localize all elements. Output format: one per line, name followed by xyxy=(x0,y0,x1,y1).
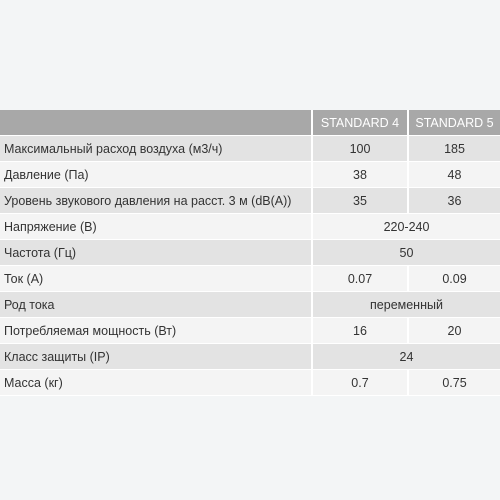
value-standard-5: 0.75 xyxy=(408,370,500,396)
row-label: Частота (Гц) xyxy=(0,240,312,266)
value-shared: 50 xyxy=(312,240,500,266)
value-standard-5: 36 xyxy=(408,188,500,214)
row-label: Напряжение (В) xyxy=(0,214,312,240)
value-standard-5: 48 xyxy=(408,162,500,188)
row-label: Уровень звукового давления на расст. 3 м (dB(A)) xyxy=(0,188,312,214)
table-row xyxy=(0,188,500,214)
row-label: Масса (кг) xyxy=(0,370,312,396)
header-blank-cell xyxy=(0,110,312,136)
value-standard-4: 100 xyxy=(312,136,408,162)
table-header-row xyxy=(0,110,500,136)
value-standard-4: 0.07 xyxy=(312,266,408,292)
table-row xyxy=(0,370,500,396)
table-row xyxy=(0,162,500,188)
table-row xyxy=(0,266,500,292)
specs-table xyxy=(0,110,500,396)
value-standard-4: 16 xyxy=(312,318,408,344)
table-row xyxy=(0,344,500,370)
value-standard-5: 185 xyxy=(408,136,500,162)
row-label: Потребляемая мощность (Вт) xyxy=(0,318,312,344)
value-shared: 220-240 xyxy=(312,214,500,240)
value-shared: переменный xyxy=(312,292,500,318)
header-standard-5: STANDARD 5 xyxy=(408,110,500,136)
table-row xyxy=(0,214,500,240)
table-row xyxy=(0,240,500,266)
row-label: Род тока xyxy=(0,292,312,318)
row-label: Давление (Па) xyxy=(0,162,312,188)
table-row xyxy=(0,292,500,318)
row-label: Максимальный расход воздуха (м3/ч) xyxy=(0,136,312,162)
value-standard-4: 38 xyxy=(312,162,408,188)
value-shared: 24 xyxy=(312,344,500,370)
row-label: Класс защиты (IP) xyxy=(0,344,312,370)
value-standard-4: 35 xyxy=(312,188,408,214)
value-standard-4: 0.7 xyxy=(312,370,408,396)
header-standard-4: STANDARD 4 xyxy=(312,110,408,136)
row-label: Ток (А) xyxy=(0,266,312,292)
value-standard-5: 0.09 xyxy=(408,266,500,292)
value-standard-5: 20 xyxy=(408,318,500,344)
table-row xyxy=(0,318,500,344)
table-row xyxy=(0,136,500,162)
